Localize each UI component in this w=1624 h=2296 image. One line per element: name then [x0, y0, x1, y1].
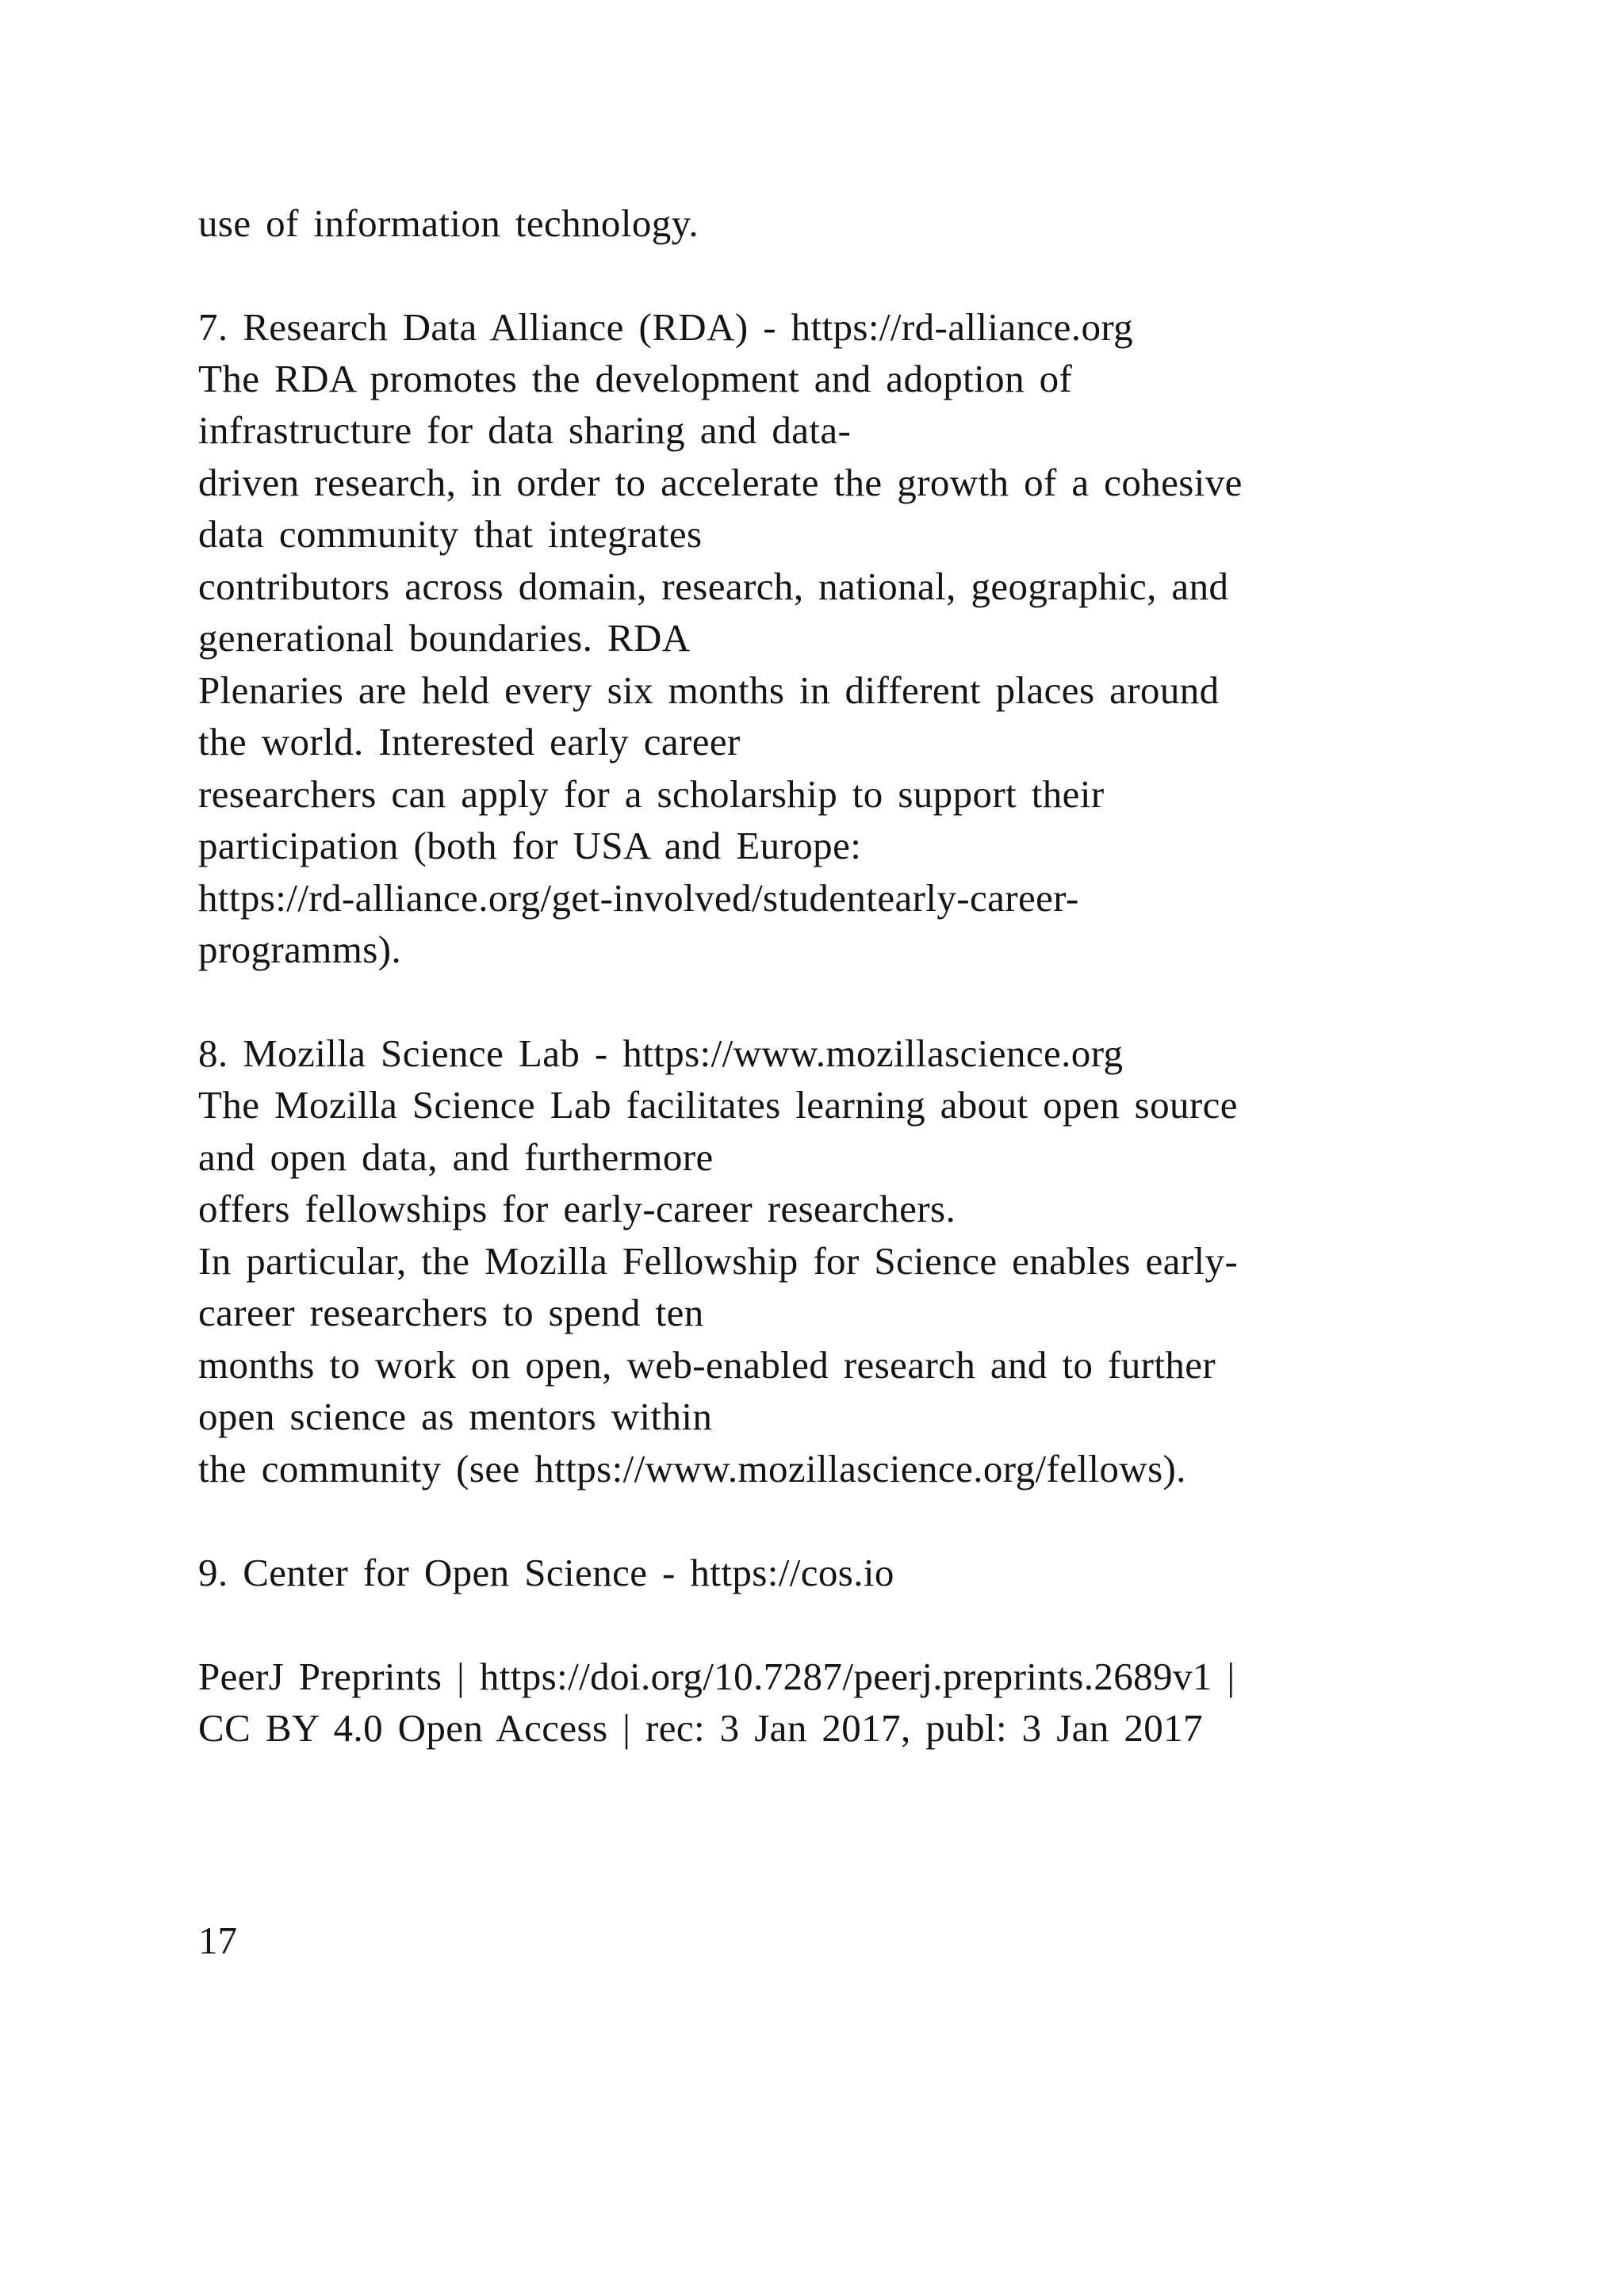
- section-heading-mozilla: 8. Mozilla Science Lab - https://www.mozillascience.org: [198, 1031, 1124, 1075]
- section-heading-rda: 7. Research Data Alliance (RDA) - https://rd-alliance.org: [198, 305, 1134, 349]
- text-line: infrastructure for data sharing and data-: [198, 408, 852, 452]
- text-line: Plenaries are held every six months in different places around: [198, 668, 1220, 712]
- text-line: In particular, the Mozilla Fellowship for Science enables early-: [198, 1239, 1239, 1283]
- url-line: https://rd-alliance.org/get-involved/studentearly-career-: [198, 876, 1079, 920]
- text-line: The Mozilla Science Lab facilitates learning about open source: [198, 1083, 1238, 1127]
- text-line: offers fellowships for early-career researchers.: [198, 1187, 956, 1230]
- footer-license: CC BY 4.0 Open Access | rec: 3 Jan 2017, publ: 3 Jan 2017: [198, 1706, 1203, 1750]
- page-number: 17: [198, 1919, 237, 1962]
- text-line: and open data, and furthermore: [198, 1135, 714, 1179]
- text-line: data community that integrates: [198, 512, 703, 556]
- text-line: generational boundaries. RDA: [198, 616, 691, 660]
- section-heading-cos: 9. Center for Open Science - https://cos.io: [198, 1551, 894, 1594]
- footer-citation: PeerJ Preprints | https://doi.org/10.7287/peerj.preprints.2689v1 |: [198, 1655, 1235, 1698]
- text-line: participation (both for USA and Europe:: [198, 824, 862, 867]
- text-line: the community (see https://www.mozillascience.org/fellows).: [198, 1447, 1186, 1490]
- text-line: career researchers to spend ten: [198, 1291, 704, 1334]
- text-line: The RDA promotes the development and adoption of: [198, 357, 1073, 400]
- text-line: researchers can apply for a scholarship to support their: [198, 772, 1105, 816]
- text-line: open science as mentors within: [198, 1395, 713, 1438]
- text-line: use of information technology.: [198, 201, 699, 245]
- text-line: driven research, in order to accelerate the growth of a cohesive: [198, 461, 1243, 504]
- text-line: months to work on open, web-enabled research and to further: [198, 1343, 1216, 1387]
- text-line: the world. Interested early career: [198, 720, 741, 763]
- text-line: contributors across domain, research, national, geographic, and: [198, 564, 1229, 608]
- text-line: programms).: [198, 928, 402, 971]
